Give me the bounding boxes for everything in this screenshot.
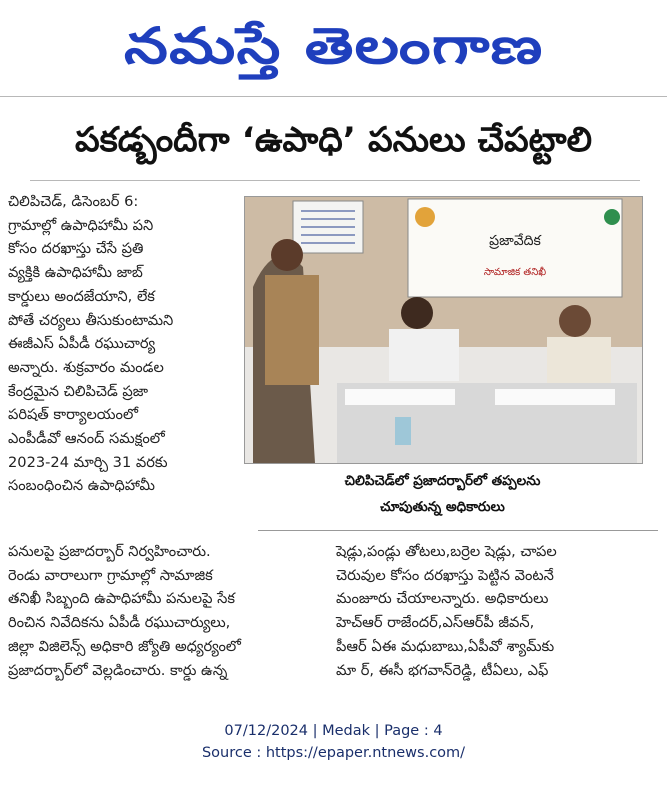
text-line: షెడ్లు,పండ్లు తోటలు,బర్రెల షెడ్లు, చాపల — [336, 543, 557, 560]
text-line: కార్డులు అందజేయాని, లేక — [8, 287, 155, 305]
caption-line: చిలిపిచెడ్‌లో ప్రజాదర్బార్‌లో తప్పలను — [344, 473, 541, 489]
text-line: చిలిపిచెడ్, డిసెంబర్ 6: — [8, 193, 139, 210]
banner-line: సామాజిక తనిఖీ — [483, 267, 547, 278]
text-line: రించిన నివేదికను ఏపీడీ రఘుచార్యులు, — [8, 614, 231, 632]
masthead-rule — [0, 96, 667, 97]
text-line: సంబంధించిన ఉపాధిహామీ — [8, 477, 155, 495]
photo-caption — [244, 468, 641, 520]
text-line: పనులపై ప్రజాదర్బార్ నిర్వహించారు. — [8, 543, 211, 560]
text-line: మంజూరు చేయాలన్నారు. అధికారులు — [336, 590, 549, 608]
text-line: పరిషత్ కార్యాలయంలో — [8, 406, 138, 424]
text-line: జిల్లా విజిలెన్స్ అధికారి జ్యోతి అధ్యర్యంలో — [8, 637, 241, 655]
caption-rule — [258, 530, 658, 531]
text-line: ఈజీఎస్ ఏపీడీ రఘుచార్య — [8, 335, 156, 353]
banner-title: ప్రజావేదిక — [489, 233, 541, 249]
text-line: తనిఖీ సిబ్బంది ఉపాధిహామీ పనులపై సేక — [8, 590, 235, 608]
footer-source-line: Source : https://epaper.ntnews.com/ — [201, 745, 466, 761]
photo-illustration — [245, 197, 642, 463]
text-line: పీఆర్ ఏఈ మధుబాబు,ఏపీవో శ్యామ్‌కు — [336, 637, 555, 655]
text-line: గ్రామాల్లో ఉపాధిహామీ పని — [8, 216, 154, 234]
caption-line: చూపుతున్న అధికారులు — [380, 499, 505, 515]
masthead — [0, 0, 667, 92]
article-photo — [244, 196, 643, 464]
text-line: పోతే చర్యలు తీసుకుంటామని — [8, 311, 174, 329]
article-column-left-bottom — [8, 540, 328, 682]
text-line: రెండు వారాలుగా గ్రామాల్లో సామాజిక — [8, 566, 213, 584]
text-line: అన్నారు. శుక్రవారం మండల — [8, 358, 164, 376]
headline-rule — [30, 180, 640, 181]
text-line: చెరువుల కోసం దరఖాస్తు పెట్టిన వెంటనే — [336, 566, 554, 584]
text-line: మా ర్, ఈసీ భగవాన్‌రెడ్డి, టీఏలు, ఎఫ్ — [336, 661, 549, 679]
footer-date-line: 07/12/2024 | Medak | Page : 4 — [224, 723, 443, 739]
text-line: ప్రజాదర్బార్‌లో వెల్లడించారు. కార్డు ఉన్న — [8, 661, 228, 679]
text-line: హెచ్ఆర్ రాజేందర్,ఎస్ఆర్‌పీ జీవన్, — [336, 614, 535, 632]
masthead-title: నమస్తే తెలంగాణ — [123, 17, 544, 75]
text-line: కోసం దరఖాస్తు చేసే ప్రతి — [8, 240, 144, 258]
article-headline: పకడ్బందీగా ‘ఉపాధి’ పనులు చేపట్టాలి — [74, 120, 593, 160]
text-line: ఎంపీడీవో ఆనంద్ సమక్షంలో — [8, 430, 165, 448]
clipping-footer — [0, 720, 667, 764]
article-column-right-bottom — [336, 540, 656, 682]
text-line: 2023-24 మార్చి 31 వరకు — [8, 453, 168, 471]
text-line: కేంద్రమైన చిలిపిచెడ్ ప్రజా — [8, 382, 149, 400]
article-column-left-top — [8, 190, 240, 498]
text-line: వ్యక్తికి ఉపాధిహామీ జాబ్ — [8, 264, 143, 282]
